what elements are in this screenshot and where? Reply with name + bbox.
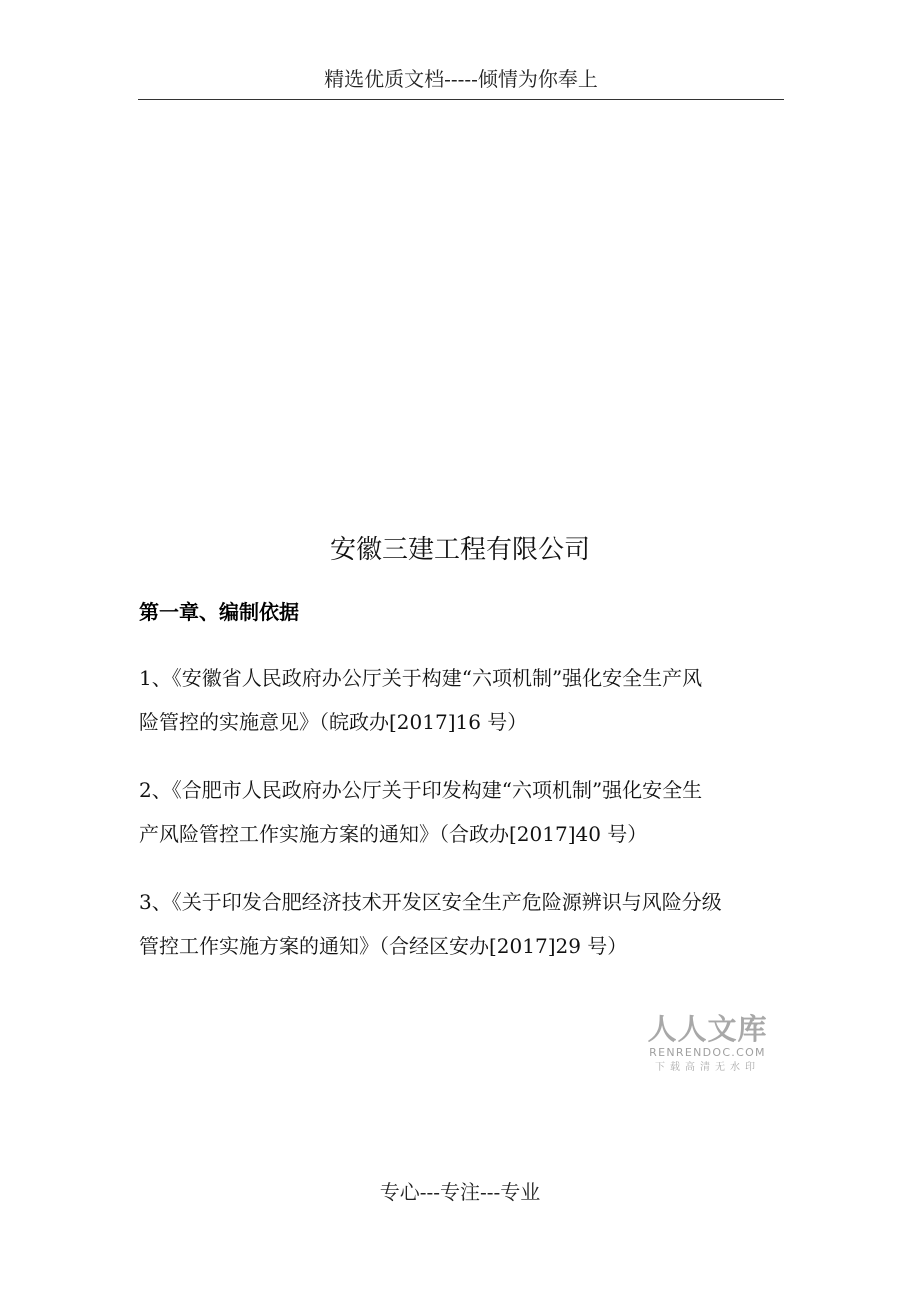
chapter-title: 第一章、编制依据 <box>139 600 299 624</box>
basis-item-1-line-2: 险管控的实施意见》（皖政办[2017]16 号） <box>139 710 528 734</box>
watermark-tagline: 下载高清无水印 <box>655 1062 760 1073</box>
page-header <box>138 62 784 100</box>
company-name: 安徽三建工程有限公司 <box>329 535 590 565</box>
basis-item-3-line-1: 3、《关于印发合肥经济技术开发区安全生产危险源辨识与风险分级 <box>139 890 722 914</box>
watermark-domain: RENRENDOC.COM <box>649 1046 766 1059</box>
watermark <box>640 1012 775 1076</box>
watermark-logo: 人人文库 <box>647 1012 768 1046</box>
page-footer: 专心---专注---专业 <box>379 1180 541 1204</box>
basis-item-2-line-2: 产风险管控工作实施方案的通知》（合政办[2017]40 号） <box>139 822 648 846</box>
basis-item-1 <box>139 656 784 744</box>
basis-item-3 <box>139 880 784 968</box>
basis-item-1-line-1: 1、《安徽省人民政府办公厅关于构建“六项机制”强化安全生产风 <box>139 666 703 690</box>
header-text: 精选优质文档-----倾情为你奉上 <box>324 67 598 91</box>
basis-item-2 <box>139 768 784 856</box>
basis-item-3-line-2: 管控工作实施方案的通知》（合经区安办[2017]29 号） <box>139 934 628 958</box>
basis-item-2-line-1: 2、《合肥市人民政府办公厅关于印发构建“六项机制”强化安全生 <box>139 778 703 802</box>
